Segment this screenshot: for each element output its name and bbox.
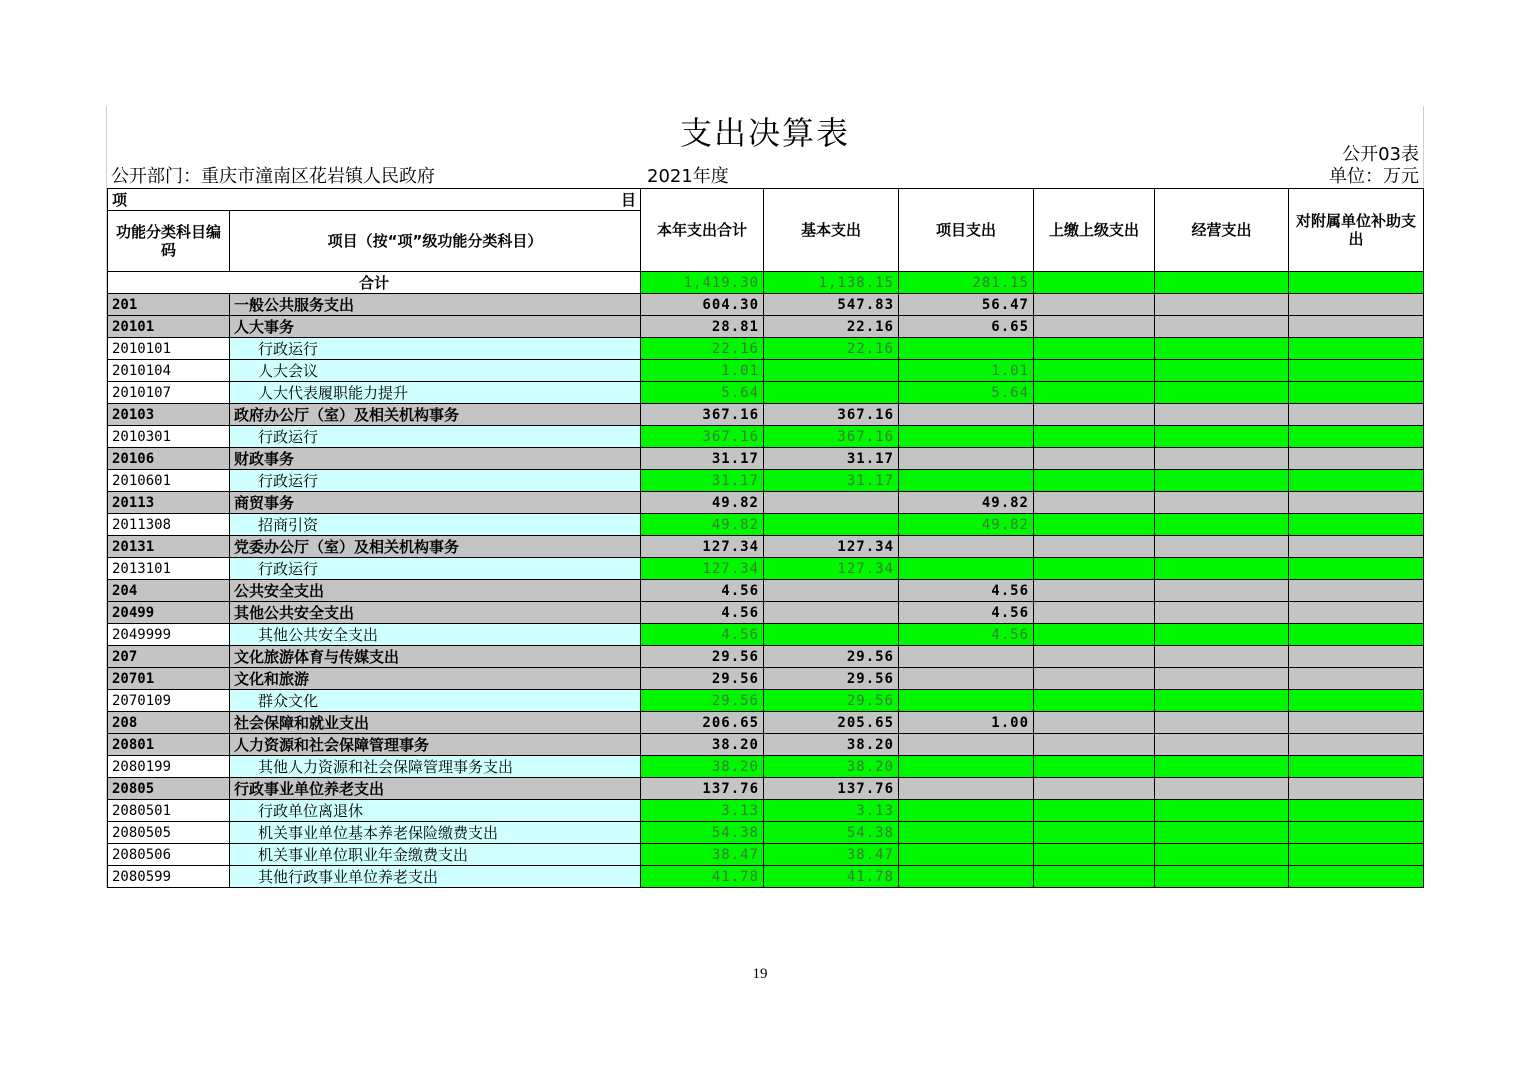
row-code: 20113: [108, 492, 230, 514]
header-project-expenditure: 项目支出: [899, 189, 1034, 272]
row-operating-expenditure: [1155, 404, 1289, 426]
total-row: [108, 272, 1424, 294]
row-name: 行政运行: [230, 338, 641, 360]
row-total-expenditure: 127.34: [641, 558, 764, 580]
row-operating-expenditure: [1155, 844, 1289, 866]
row-basic-expenditure: [764, 514, 899, 536]
row-operating-expenditure: [1155, 602, 1289, 624]
row-subsidiary-subsidy: [1289, 866, 1424, 888]
row-subsidiary-subsidy: [1289, 778, 1424, 800]
row-total-expenditure: 604.30: [641, 294, 764, 316]
row-operating-expenditure: [1155, 778, 1289, 800]
row-subsidiary-subsidy: [1289, 756, 1424, 778]
fiscal-year: 2021年度: [647, 166, 729, 187]
row-subsidiary-subsidy: [1289, 448, 1424, 470]
total-v4: [1034, 272, 1155, 294]
row-total-expenditure: 22.16: [641, 338, 764, 360]
table-row: [108, 844, 1424, 866]
row-operating-expenditure: [1155, 558, 1289, 580]
row-basic-expenditure: 29.56: [764, 668, 899, 690]
row-subsidiary-subsidy: [1289, 668, 1424, 690]
row-subsidiary-subsidy: [1289, 382, 1424, 404]
row-remit-superior: [1034, 624, 1155, 646]
row-code: 201: [108, 294, 230, 316]
row-operating-expenditure: [1155, 382, 1289, 404]
header-subsidiary-subsidy: 对附属单位补助支出: [1289, 189, 1424, 272]
row-subsidiary-subsidy: [1289, 294, 1424, 316]
row-remit-superior: [1034, 734, 1155, 756]
total-v5: [1155, 272, 1289, 294]
row-total-expenditure: 31.17: [641, 470, 764, 492]
header-total-expenditure: 本年支出合计: [641, 189, 764, 272]
table-row: [108, 360, 1424, 382]
row-basic-expenditure: 29.56: [764, 690, 899, 712]
row-basic-expenditure: 367.16: [764, 426, 899, 448]
row-operating-expenditure: [1155, 646, 1289, 668]
row-subsidiary-subsidy: [1289, 734, 1424, 756]
row-total-expenditure: 4.56: [641, 624, 764, 646]
row-operating-expenditure: [1155, 756, 1289, 778]
row-basic-expenditure: [764, 602, 899, 624]
row-remit-superior: [1034, 712, 1155, 734]
row-subsidiary-subsidy: [1289, 426, 1424, 448]
row-code: 208: [108, 712, 230, 734]
row-subsidiary-subsidy: [1289, 316, 1424, 338]
row-name: 其他行政事业单位养老支出: [230, 866, 641, 888]
row-total-expenditure: 54.38: [641, 822, 764, 844]
row-remit-superior: [1034, 778, 1155, 800]
row-project-expenditure: 4.56: [899, 602, 1034, 624]
table-row: [108, 536, 1424, 558]
table-row: [108, 580, 1424, 602]
row-subsidiary-subsidy: [1289, 690, 1424, 712]
row-operating-expenditure: [1155, 360, 1289, 382]
row-project-expenditure: 56.47: [899, 294, 1034, 316]
row-total-expenditure: 29.56: [641, 646, 764, 668]
row-name: 一般公共服务支出: [230, 294, 641, 316]
row-project-expenditure: [899, 558, 1034, 580]
row-name: 招商引资: [230, 514, 641, 536]
row-remit-superior: [1034, 360, 1155, 382]
row-basic-expenditure: [764, 580, 899, 602]
row-name: 行政事业单位养老支出: [230, 778, 641, 800]
header-xiang: 项: [112, 191, 128, 209]
row-code: 20131: [108, 536, 230, 558]
row-basic-expenditure: 137.76: [764, 778, 899, 800]
row-name: 文化旅游体育与传媒支出: [230, 646, 641, 668]
row-operating-expenditure: [1155, 316, 1289, 338]
row-project-expenditure: 5.64: [899, 382, 1034, 404]
row-basic-expenditure: 22.16: [764, 316, 899, 338]
row-name: 其他公共安全支出: [230, 624, 641, 646]
row-basic-expenditure: [764, 382, 899, 404]
row-operating-expenditure: [1155, 668, 1289, 690]
row-name: 党委办公厅（室）及相关机构事务: [230, 536, 641, 558]
table-row: [108, 624, 1424, 646]
row-code: 2010104: [108, 360, 230, 382]
row-name: 人大代表履职能力提升: [230, 382, 641, 404]
row-total-expenditure: 206.65: [641, 712, 764, 734]
row-basic-expenditure: 547.83: [764, 294, 899, 316]
row-basic-expenditure: 38.47: [764, 844, 899, 866]
row-total-expenditure: 29.56: [641, 668, 764, 690]
page-number: 19: [752, 966, 768, 982]
row-remit-superior: [1034, 404, 1155, 426]
row-name: 财政事务: [230, 448, 641, 470]
row-total-expenditure: 38.20: [641, 756, 764, 778]
row-name: 人大会议: [230, 360, 641, 382]
title-row: [107, 106, 1423, 152]
row-code: 2010107: [108, 382, 230, 404]
row-remit-superior: [1034, 492, 1155, 514]
row-code: 2080506: [108, 844, 230, 866]
meta-row: [107, 146, 1423, 188]
row-remit-superior: [1034, 844, 1155, 866]
row-operating-expenditure: [1155, 800, 1289, 822]
row-remit-superior: [1034, 690, 1155, 712]
header-name: 项目（按“项”级功能分类科目）: [230, 211, 641, 272]
row-code: 2011308: [108, 514, 230, 536]
row-code: 2010101: [108, 338, 230, 360]
row-remit-superior: [1034, 756, 1155, 778]
row-basic-expenditure: 31.17: [764, 470, 899, 492]
row-project-expenditure: [899, 536, 1034, 558]
row-subsidiary-subsidy: [1289, 844, 1424, 866]
row-code: 2080199: [108, 756, 230, 778]
row-project-expenditure: [899, 800, 1034, 822]
row-subsidiary-subsidy: [1289, 492, 1424, 514]
row-name: 文化和旅游: [230, 668, 641, 690]
row-project-expenditure: 4.56: [899, 624, 1034, 646]
row-total-expenditure: 137.76: [641, 778, 764, 800]
table-row: [108, 822, 1424, 844]
department-label: 公开部门：重庆市潼南区花岩镇人民政府: [111, 166, 435, 187]
header-operating-expenditure: 经营支出: [1155, 189, 1289, 272]
row-code: 2049999: [108, 624, 230, 646]
row-operating-expenditure: [1155, 448, 1289, 470]
row-project-expenditure: [899, 426, 1034, 448]
row-subsidiary-subsidy: [1289, 800, 1424, 822]
table-row: [108, 866, 1424, 888]
row-remit-superior: [1034, 338, 1155, 360]
row-code: 20801: [108, 734, 230, 756]
row-code: 20101: [108, 316, 230, 338]
row-remit-superior: [1034, 602, 1155, 624]
row-subsidiary-subsidy: [1289, 646, 1424, 668]
table-row: [108, 690, 1424, 712]
header-row-xiangmu: [108, 189, 1424, 211]
row-name: 行政运行: [230, 558, 641, 580]
row-operating-expenditure: [1155, 624, 1289, 646]
table-row: [108, 602, 1424, 624]
row-project-expenditure: [899, 756, 1034, 778]
row-project-expenditure: [899, 470, 1034, 492]
table-row: [108, 646, 1424, 668]
row-name: 政府办公厅（室）及相关机构事务: [230, 404, 641, 426]
row-code: 204: [108, 580, 230, 602]
table-row: [108, 492, 1424, 514]
row-total-expenditure: 38.47: [641, 844, 764, 866]
row-name: 行政运行: [230, 426, 641, 448]
total-v1: 1,419.30: [641, 272, 764, 294]
row-total-expenditure: 367.16: [641, 404, 764, 426]
row-code: 20106: [108, 448, 230, 470]
table-row: [108, 668, 1424, 690]
row-operating-expenditure: [1155, 492, 1289, 514]
table-row: [108, 800, 1424, 822]
row-operating-expenditure: [1155, 822, 1289, 844]
spreadsheet-sheet: [106, 106, 1424, 888]
row-code: 20499: [108, 602, 230, 624]
row-total-expenditure: 29.56: [641, 690, 764, 712]
table-row: [108, 756, 1424, 778]
row-basic-expenditure: 54.38: [764, 822, 899, 844]
row-operating-expenditure: [1155, 338, 1289, 360]
row-project-expenditure: [899, 844, 1034, 866]
header-basic-expenditure: 基本支出: [764, 189, 899, 272]
row-code: 207: [108, 646, 230, 668]
row-project-expenditure: [899, 404, 1034, 426]
total-label: 合计: [108, 272, 641, 294]
row-project-expenditure: [899, 866, 1034, 888]
row-project-expenditure: [899, 778, 1034, 800]
row-code: 2080501: [108, 800, 230, 822]
row-code: 2080599: [108, 866, 230, 888]
row-subsidiary-subsidy: [1289, 580, 1424, 602]
row-basic-expenditure: 29.56: [764, 646, 899, 668]
row-total-expenditure: 49.82: [641, 514, 764, 536]
row-project-expenditure: [899, 338, 1034, 360]
row-basic-expenditure: [764, 624, 899, 646]
table-row: [108, 316, 1424, 338]
row-basic-expenditure: 22.16: [764, 338, 899, 360]
row-basic-expenditure: 38.20: [764, 756, 899, 778]
row-name: 群众文化: [230, 690, 641, 712]
row-code: 20805: [108, 778, 230, 800]
row-code: 2010301: [108, 426, 230, 448]
row-name: 行政运行: [230, 470, 641, 492]
row-code: 2080505: [108, 822, 230, 844]
row-remit-superior: [1034, 536, 1155, 558]
row-subsidiary-subsidy: [1289, 470, 1424, 492]
row-project-expenditure: 1.01: [899, 360, 1034, 382]
row-code: 2013101: [108, 558, 230, 580]
total-v6: [1289, 272, 1424, 294]
header-remit-superior: 上缴上级支出: [1034, 189, 1155, 272]
row-remit-superior: [1034, 800, 1155, 822]
row-basic-expenditure: 127.34: [764, 558, 899, 580]
row-total-expenditure: 31.17: [641, 448, 764, 470]
header-xiangmu: [108, 189, 641, 211]
row-remit-superior: [1034, 426, 1155, 448]
total-v3: 281.15: [899, 272, 1034, 294]
row-subsidiary-subsidy: [1289, 404, 1424, 426]
row-code: 2010601: [108, 470, 230, 492]
table-row: [108, 448, 1424, 470]
row-subsidiary-subsidy: [1289, 822, 1424, 844]
header-code: 功能分类科目编码: [108, 211, 230, 272]
row-total-expenditure: 367.16: [641, 426, 764, 448]
row-code: 20701: [108, 668, 230, 690]
row-total-expenditure: 38.20: [641, 734, 764, 756]
row-remit-superior: [1034, 470, 1155, 492]
row-name: 机关事业单位职业年金缴费支出: [230, 844, 641, 866]
row-subsidiary-subsidy: [1289, 624, 1424, 646]
row-project-expenditure: 1.00: [899, 712, 1034, 734]
row-subsidiary-subsidy: [1289, 712, 1424, 734]
row-name: 人大事务: [230, 316, 641, 338]
unit-label: 单位：万元: [1329, 166, 1419, 187]
row-project-expenditure: [899, 734, 1034, 756]
table-row: [108, 778, 1424, 800]
row-remit-superior: [1034, 382, 1155, 404]
row-project-expenditure: 4.56: [899, 580, 1034, 602]
table-row: [108, 734, 1424, 756]
row-operating-expenditure: [1155, 426, 1289, 448]
row-total-expenditure: 4.56: [641, 602, 764, 624]
row-remit-superior: [1034, 294, 1155, 316]
row-total-expenditure: 49.82: [641, 492, 764, 514]
row-project-expenditure: [899, 822, 1034, 844]
table-row: [108, 470, 1424, 492]
row-basic-expenditure: 3.13: [764, 800, 899, 822]
table-number: 公开03表: [1342, 144, 1419, 165]
row-basic-expenditure: 205.65: [764, 712, 899, 734]
expenditure-table: [107, 188, 1424, 888]
row-project-expenditure: [899, 668, 1034, 690]
row-total-expenditure: 41.78: [641, 866, 764, 888]
row-subsidiary-subsidy: [1289, 360, 1424, 382]
row-operating-expenditure: [1155, 734, 1289, 756]
row-total-expenditure: 3.13: [641, 800, 764, 822]
row-total-expenditure: 5.64: [641, 382, 764, 404]
row-remit-superior: [1034, 822, 1155, 844]
row-basic-expenditure: [764, 360, 899, 382]
row-code: 20103: [108, 404, 230, 426]
row-project-expenditure: [899, 646, 1034, 668]
table-row: [108, 338, 1424, 360]
row-operating-expenditure: [1155, 712, 1289, 734]
table-row: [108, 382, 1424, 404]
row-basic-expenditure: [764, 492, 899, 514]
row-remit-superior: [1034, 514, 1155, 536]
row-code: 2070109: [108, 690, 230, 712]
table-row: [108, 558, 1424, 580]
row-remit-superior: [1034, 668, 1155, 690]
table-row: [108, 712, 1424, 734]
total-v2: 1,138.15: [764, 272, 899, 294]
row-project-expenditure: [899, 448, 1034, 470]
row-remit-superior: [1034, 316, 1155, 338]
row-total-expenditure: 28.81: [641, 316, 764, 338]
row-total-expenditure: 1.01: [641, 360, 764, 382]
row-subsidiary-subsidy: [1289, 558, 1424, 580]
row-basic-expenditure: 367.16: [764, 404, 899, 426]
row-basic-expenditure: 31.17: [764, 448, 899, 470]
row-basic-expenditure: 38.20: [764, 734, 899, 756]
row-remit-superior: [1034, 866, 1155, 888]
row-operating-expenditure: [1155, 690, 1289, 712]
row-project-expenditure: 49.82: [899, 514, 1034, 536]
row-subsidiary-subsidy: [1289, 514, 1424, 536]
row-name: 社会保障和就业支出: [230, 712, 641, 734]
header-mu: 目: [620, 191, 636, 209]
row-name: 行政单位离退休: [230, 800, 641, 822]
table-row: [108, 294, 1424, 316]
row-name: 公共安全支出: [230, 580, 641, 602]
row-remit-superior: [1034, 646, 1155, 668]
row-name: 人力资源和社会保障管理事务: [230, 734, 641, 756]
row-name: 机关事业单位基本养老保险缴费支出: [230, 822, 641, 844]
row-subsidiary-subsidy: [1289, 602, 1424, 624]
page-title: 支出决算表: [679, 114, 850, 152]
row-operating-expenditure: [1155, 294, 1289, 316]
row-name: 其他人力资源和社会保障管理事务支出: [230, 756, 641, 778]
row-total-expenditure: 127.34: [641, 536, 764, 558]
row-operating-expenditure: [1155, 470, 1289, 492]
row-operating-expenditure: [1155, 536, 1289, 558]
row-remit-superior: [1034, 448, 1155, 470]
row-remit-superior: [1034, 580, 1155, 602]
row-total-expenditure: 4.56: [641, 580, 764, 602]
row-name: 其他公共安全支出: [230, 602, 641, 624]
row-operating-expenditure: [1155, 866, 1289, 888]
row-project-expenditure: [899, 690, 1034, 712]
row-operating-expenditure: [1155, 514, 1289, 536]
table-row: [108, 426, 1424, 448]
row-project-expenditure: 6.65: [899, 316, 1034, 338]
row-project-expenditure: 49.82: [899, 492, 1034, 514]
table-row: [108, 514, 1424, 536]
row-basic-expenditure: 127.34: [764, 536, 899, 558]
row-basic-expenditure: 41.78: [764, 866, 899, 888]
table-row: [108, 404, 1424, 426]
row-remit-superior: [1034, 558, 1155, 580]
row-subsidiary-subsidy: [1289, 536, 1424, 558]
row-operating-expenditure: [1155, 580, 1289, 602]
row-subsidiary-subsidy: [1289, 338, 1424, 360]
row-name: 商贸事务: [230, 492, 641, 514]
meta-right: [1329, 144, 1419, 188]
